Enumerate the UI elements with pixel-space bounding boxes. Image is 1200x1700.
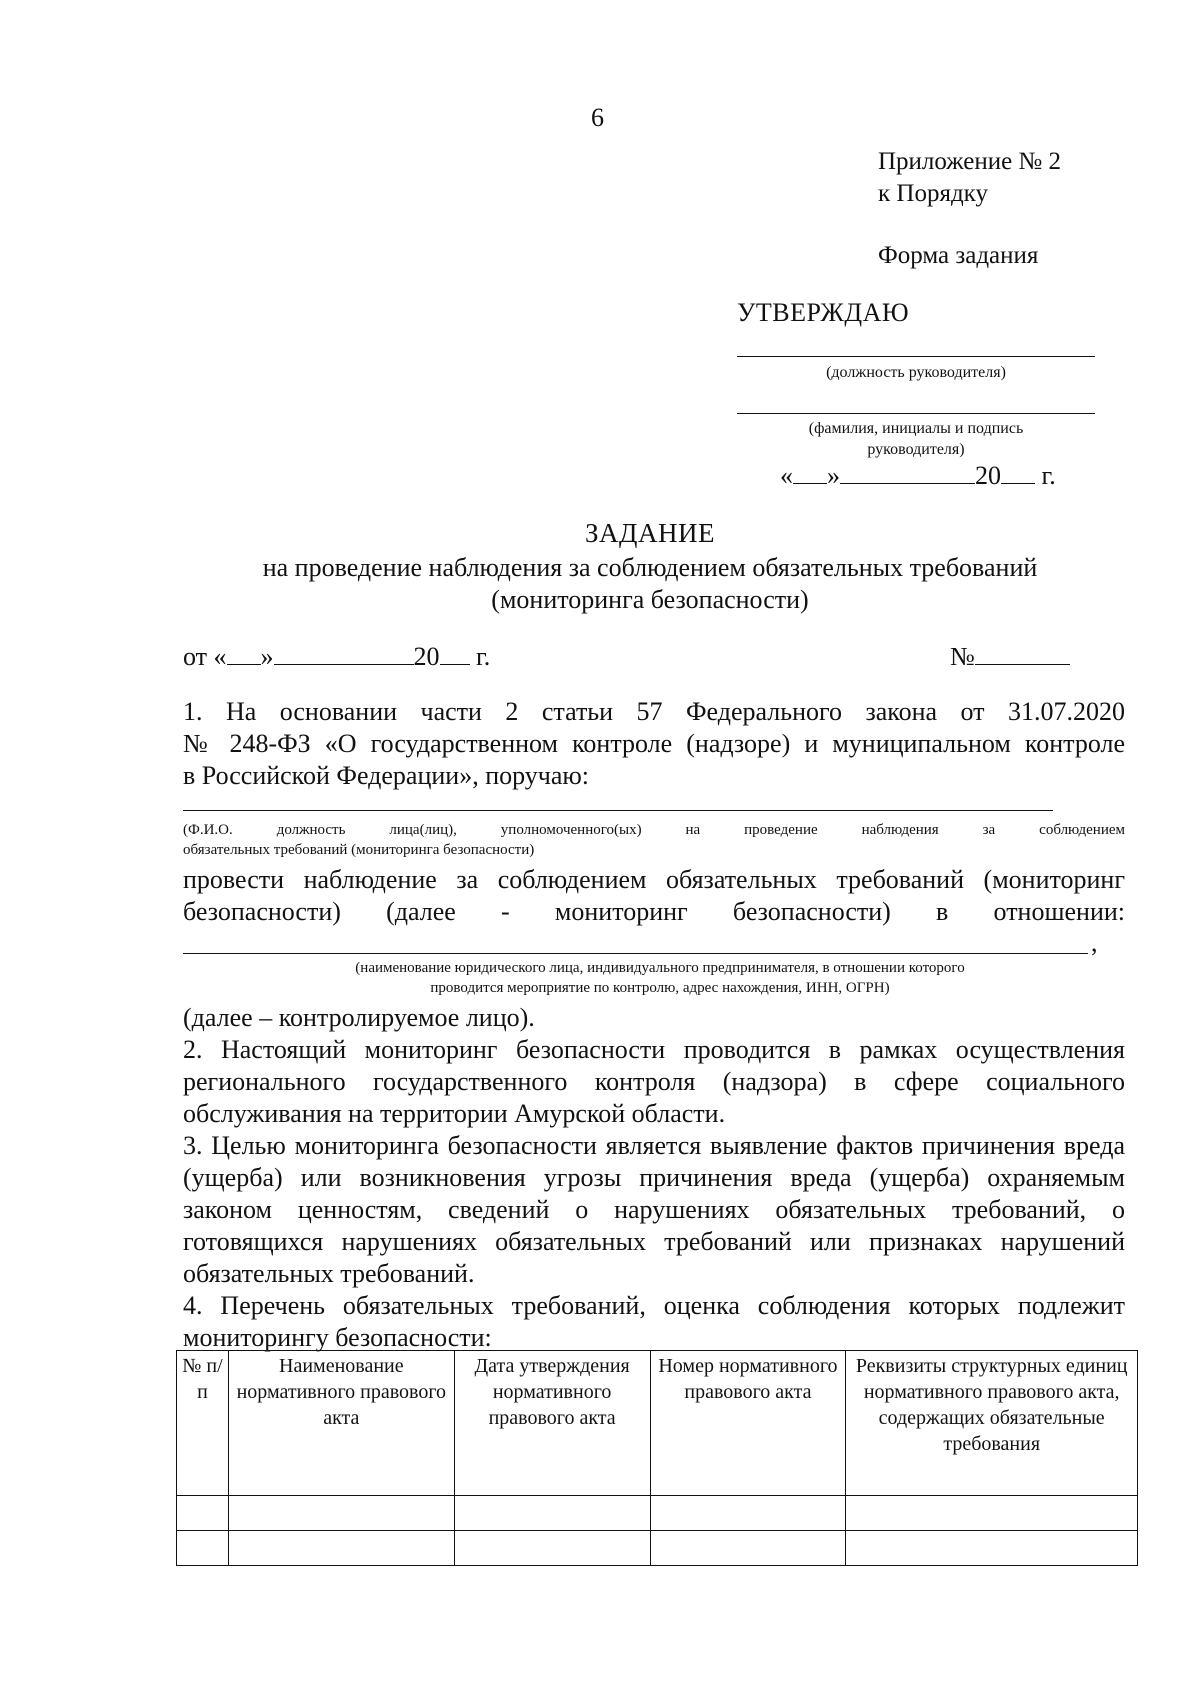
appendix-order: к Порядку xyxy=(878,180,988,207)
official-line xyxy=(183,810,1053,811)
paragraph-3: 3. Целью мониторинга безопасности является выявление фактов причинения вреда (ущерба) или возникновения угрозы причинения вреда (ущерба) охраняемым законом ценностям, сведений о нарушениях обязательных требований, о готовящихся нарушениях обязательных требований или признаках нарушений обязательных требований. xyxy=(183,1131,1125,1288)
task-number-sign: № xyxy=(950,642,975,671)
table-cell xyxy=(454,1496,650,1531)
page-number: 6 xyxy=(591,103,604,132)
signature-caption-2: руководителя) xyxy=(867,441,965,458)
task-year-suffix: г. xyxy=(476,642,491,671)
approval-month-blank xyxy=(840,461,975,484)
entity-line xyxy=(183,953,1088,954)
signature-line xyxy=(737,413,1095,414)
task-number-blank xyxy=(975,642,1070,665)
table-cell xyxy=(177,1531,229,1566)
table-cell xyxy=(228,1531,454,1566)
requirements-table xyxy=(176,1350,1138,1566)
paragraph-2: 2. Настоящий мониторинг безопасности проводится в рамках осуществления регионального государственного контроля (надзора) в сфере социального обслуживания на территории Амурской области. xyxy=(183,1035,1125,1128)
table-cell xyxy=(846,1496,1138,1531)
entity-caption-1: (наименование юридического лица, индивидуального предпринимателя, в отношении которого xyxy=(355,960,965,976)
task-date xyxy=(183,642,490,672)
table-cell xyxy=(846,1531,1138,1566)
header-act-name: Наименование нормативного правового акта xyxy=(228,1351,454,1496)
position-line xyxy=(737,356,1095,357)
appendix-number: Приложение № 2 xyxy=(878,148,1062,175)
approval-year-prefix: 20 xyxy=(975,461,1001,490)
conduct-line2: безопасности) (далее - мониторинг безопасности) в отношении: xyxy=(183,897,1125,926)
table-row xyxy=(177,1496,1138,1531)
paragraph-4: 4. Перечень обязательных требований, оценка соблюдения которых подлежит мониторингу безопасности: xyxy=(183,1291,1125,1352)
approval-date-open: « xyxy=(780,461,793,490)
header-act-number: Номер нормативного правового акта xyxy=(650,1351,846,1496)
document-subtitle-1: на проведение наблюдения за соблюдением обязательных требований xyxy=(262,553,1038,582)
task-month-blank xyxy=(274,642,414,665)
task-number xyxy=(950,642,1070,672)
table-cell xyxy=(228,1496,454,1531)
table-cell xyxy=(650,1531,846,1566)
approval-day-blank xyxy=(793,461,827,484)
table-header-row xyxy=(177,1351,1138,1496)
approval-year-blank xyxy=(1001,461,1035,484)
table-cell xyxy=(177,1496,229,1531)
entity-caption-2: проводится мероприятие по контролю, адрес нахождения, ИНН, ОГРН) xyxy=(430,980,890,996)
approval-date-close: » xyxy=(827,461,840,490)
header-number: № п/п xyxy=(177,1351,229,1496)
approval-heading: УТВЕРЖДАЮ xyxy=(737,298,910,327)
header-requisites: Реквизиты структурных единиц нормативного правового акта, содержащих обязательные требования xyxy=(846,1351,1138,1496)
conduct-line1: провести наблюдение за соблюдением обязательных требований (мониторинг xyxy=(183,865,1125,894)
official-caption-1: (Ф.И.О. должность лица(лиц), уполномоченного(ых) на проведение наблюдения за соблюдением xyxy=(183,822,1125,838)
para1-line3: в Российской Федерации», поручаю: xyxy=(183,761,590,790)
task-year-blank xyxy=(440,642,470,665)
controlled-person: (далее – контролируемое лицо). xyxy=(183,1003,535,1032)
approval-year-suffix: г. xyxy=(1041,461,1056,490)
para1-line1: 1. На основании части 2 статьи 57 Федерального закона от 31.07.2020 xyxy=(183,697,1125,726)
task-year-prefix: 20 xyxy=(413,642,440,671)
task-day-blank xyxy=(227,642,261,665)
table-row xyxy=(177,1531,1138,1566)
official-caption-2: обязательных требований (мониторинга безопасности) xyxy=(183,842,535,858)
position-caption: (должность руководителя) xyxy=(826,364,1006,381)
entity-comma: , xyxy=(1091,928,1098,957)
task-date-from: от « xyxy=(183,642,227,671)
para1-line2: № 248-ФЗ «О государственном контроле (надзоре) и муниципальном контроле xyxy=(183,729,1125,758)
approval-date xyxy=(780,461,1056,491)
document-title: ЗАДАНИЕ xyxy=(585,518,715,548)
document-subtitle-2: (мониторинга безопасности) xyxy=(491,585,809,614)
form-label: Форма задания xyxy=(878,242,1039,269)
table-cell xyxy=(650,1496,846,1531)
task-date-close: » xyxy=(260,642,274,671)
signature-caption-1: (фамилия, инициалы и подпись xyxy=(808,420,1024,437)
header-approval-date: Дата утверждения нормативного правового акта xyxy=(454,1351,650,1496)
table-cell xyxy=(454,1531,650,1566)
